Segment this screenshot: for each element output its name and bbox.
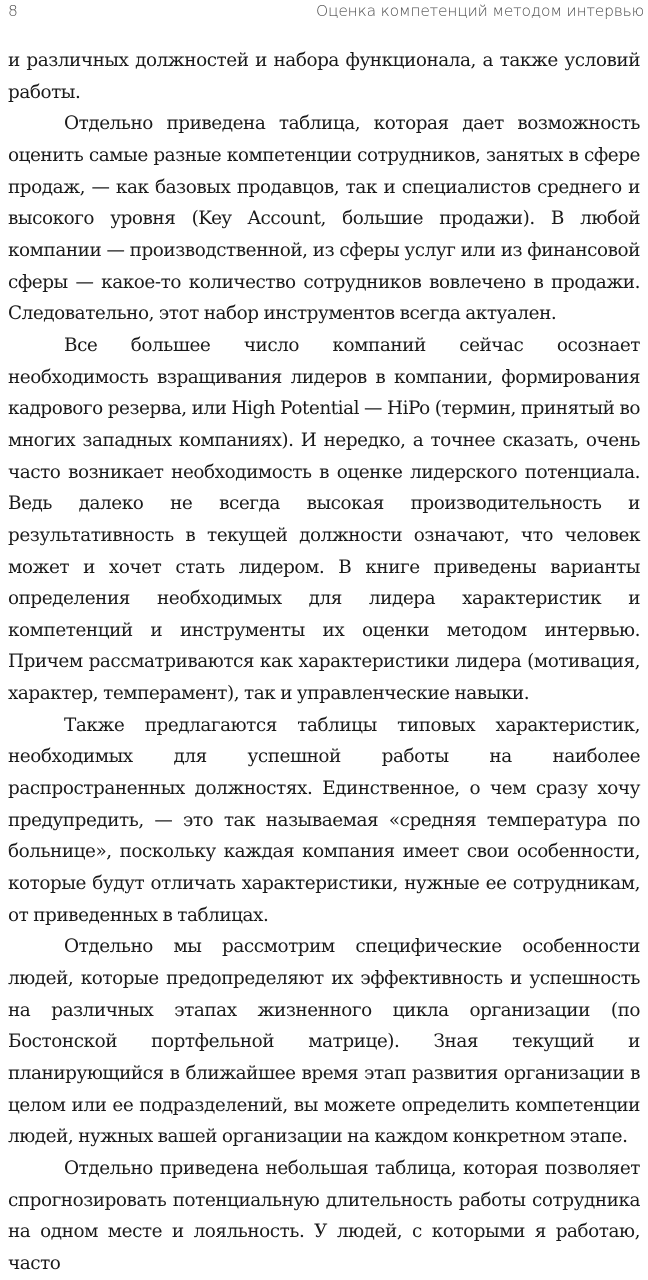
paragraph: Также предлагаются таблицы типовых характеристик, необходимых для успешной работы на наиболее распространенных должностях. Единственное, о чем сразу хочу предупредить, — это так называемая «средняя температура по больнице», поскольку каждая компания имеет свои особенности, которые будут отличать характеристики, нужные ее сотрудникам, от приведенных в таблицах. bbox=[8, 714, 640, 926]
paragraph: Отдельно приведена небольшая таблица, которая позволяет спрогнозировать потенциальную длительность работы сотрудника на одном месте и лояльность. У людей, с которыми я работаю, часто bbox=[8, 1157, 640, 1274]
paragraph: Все большее число компаний сейчас осознает необходимость взращивания лидеров в компании, формирования кадрового резерва, или High Potential — HiPo (термин, принятый во многих западных компаниях). И нередко, а точнее сказать, очень часто возникает необходимость в оценке лидерского потенциала. Ведь далеко не всегда высокая производительность и результативность в текущей должности означают, что человек может и хочет стать лидером. В книге приведены варианты определения необходимых для лидера характеристик и компетенций и инструменты их оценки методом интервью. Причем рассматриваются как характеристики лидера (мотивация, характер, темперамент), так и управленческие навыки. bbox=[8, 334, 640, 705]
page-number: 8 bbox=[8, 2, 18, 20]
paragraph: Отдельно мы рассмотрим специфические особенности людей, которые предопределяют их эффективность и успешность на различных этапах жизненного цикла организации (по Бостонской портфельной матрице). Зная текущий и планирующийся в ближайшее время этап развития организации в целом или ее подразделений, вы можете определить компетенции людей, нужных вашей организации на каждом конкретном этапе. bbox=[8, 936, 640, 1148]
paragraph: Отдельно приведена таблица, которая дает возможность оценить самые разные компетенции сотрудников, занятых в сфере продаж, — как базовых продавцов, так и специалистов среднего и высокого уровня (Key Account, большие продажи). В любой компании — производственной, из сферы услуг или из финансовой сферы — какое-то количество сотрудников вовлечено в продажи. Следовательно, этот набор инструментов всегда актуален. bbox=[8, 113, 640, 325]
running-header bbox=[8, 0, 644, 28]
running-title: Оценка компетенций методом интервью bbox=[315, 2, 644, 20]
body-text bbox=[8, 45, 640, 1280]
paragraph: и различных должностей и набора функционала, а также условий работы. bbox=[8, 50, 640, 103]
